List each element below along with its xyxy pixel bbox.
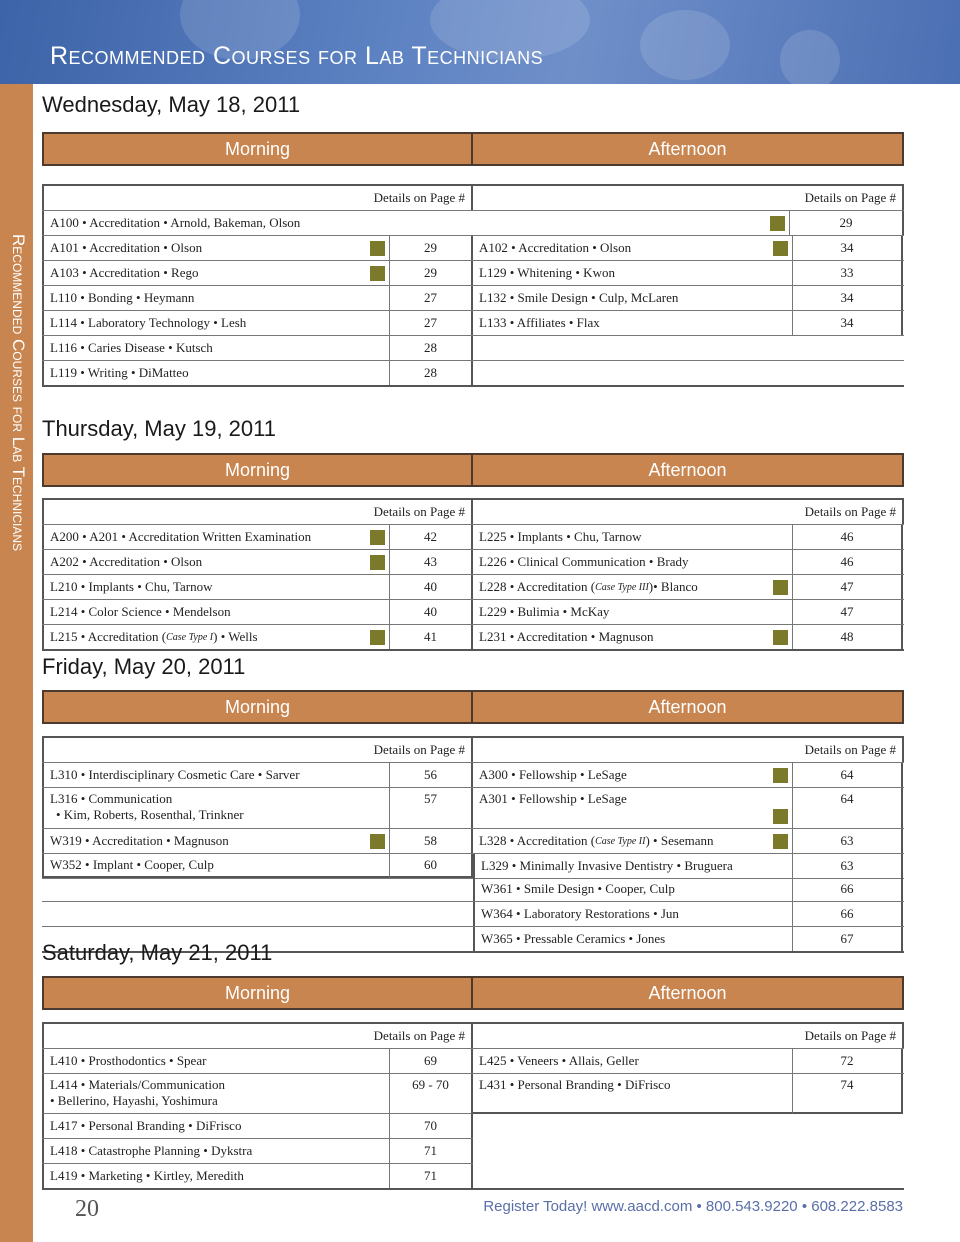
table-row	[42, 1164, 473, 1188]
day-title-saturday: Saturday, May 21, 2011	[42, 940, 273, 965]
details-label: Details on Page #	[42, 500, 473, 524]
course-cell: L129 • Whitening • Kwon	[479, 265, 615, 280]
banner-title: Recommended Courses for Lab Technicians	[50, 42, 544, 70]
page-cell: 47	[792, 575, 903, 599]
course-cell: L119 • Writing • DiMatteo	[42, 361, 366, 385]
page-cell: 40	[389, 575, 473, 599]
page-cell: 63	[792, 854, 903, 878]
page-cell: 27	[389, 286, 473, 310]
course-cell: W352 • Implant • Cooper, Culp	[42, 854, 366, 878]
table-row	[42, 1139, 473, 1164]
afternoon-header: Afternoon	[473, 690, 904, 724]
session-header-saturday	[42, 976, 904, 1010]
page-cell: 60	[389, 854, 473, 878]
page-cell: 69 - 70	[389, 1074, 473, 1114]
page-cell: 47	[792, 600, 903, 624]
course-cell: L228 • Accreditation ( Case Type III )• Blanco	[479, 579, 698, 594]
accreditation-marker	[769, 575, 792, 599]
accreditation-marker	[366, 550, 389, 574]
page-cell: 34	[792, 311, 903, 335]
page-cell: 66	[792, 902, 903, 926]
page-cell: 58	[389, 829, 473, 853]
table-row	[42, 286, 904, 311]
schedule-table-thursday	[42, 498, 904, 651]
table-row	[42, 211, 904, 236]
course-cell: A300 • Fellowship • LeSage	[479, 767, 627, 782]
accreditation-marker	[366, 261, 389, 285]
details-header-row	[42, 500, 904, 525]
course-cell: A102 • Accreditation • Olson	[479, 240, 632, 255]
table-row	[42, 877, 904, 902]
details-label: Details on Page #	[42, 186, 473, 210]
accreditation-marker	[769, 625, 792, 649]
table-row	[42, 788, 904, 829]
page-cell: 29	[389, 236, 473, 260]
table-row	[42, 361, 904, 385]
page-cell: 27	[389, 311, 473, 335]
course-cell: L132 • Smile Design • Culp, McLaren	[479, 290, 679, 305]
details-label: Details on Page #	[42, 738, 473, 762]
course-cell: W361 • Smile Design • Cooper, Culp	[473, 877, 769, 901]
accreditation-marker	[769, 236, 792, 260]
details-header-row	[42, 186, 904, 211]
schedule-table-friday	[42, 736, 904, 953]
course-cell: L225 • Implants • Chu, Tarnow	[479, 529, 642, 544]
page-cell: 41	[389, 625, 473, 649]
table-row	[42, 550, 904, 575]
accreditation-marker	[769, 763, 792, 787]
page-cell: 29	[789, 211, 904, 235]
accreditation-marker	[366, 525, 389, 549]
page-cell: 66	[792, 877, 903, 901]
page-cell: 57	[389, 788, 473, 828]
side-label: Recommended Courses for Lab Technicians	[9, 234, 28, 552]
accreditation-marker	[766, 211, 789, 235]
table-row	[42, 575, 904, 600]
morning-header: Morning	[42, 976, 473, 1010]
details-label: Details on Page #	[473, 500, 904, 524]
schedule-table-saturday	[42, 1022, 904, 1190]
session-header-friday	[42, 690, 904, 724]
page-cell: 74	[792, 1074, 903, 1114]
details-label: Details on Page #	[42, 1024, 473, 1048]
course-cell: A101 • Accreditation • Olson	[42, 236, 366, 260]
course-cell: L431 • Personal Branding • DiFrisco	[473, 1074, 769, 1114]
course-cell: A100 • Accreditation • Arnold, Bakeman, Olson	[42, 211, 766, 235]
course-cell: L114 • Laboratory Technology • Lesh	[42, 311, 366, 335]
day-title-wednesday: Wednesday, May 18, 2011	[42, 92, 301, 117]
course-cell: W365 • Pressable Ceramics • Jones	[473, 927, 769, 951]
table-row	[42, 336, 904, 361]
course-cell: L133 • Affiliates • Flax	[479, 315, 600, 330]
course-cell: L425 • Veneers • Allais, Geller	[479, 1053, 639, 1068]
morning-header: Morning	[42, 132, 473, 166]
schedule-table-wednesday	[42, 184, 904, 387]
table-row	[42, 1114, 473, 1139]
course-cell: L316 • Communication • Kim, Roberts, Rosenthal, Trinkner	[42, 788, 366, 828]
table-row	[42, 311, 904, 336]
page-cell: 34	[792, 236, 903, 260]
course-cell: L231 • Accreditation • Magnuson	[479, 629, 654, 644]
page-cell: 28	[389, 361, 473, 385]
page-cell: 56	[389, 763, 473, 787]
page-cell: 64	[792, 788, 903, 828]
session-header-wednesday	[42, 132, 904, 166]
course-cell: L419 • Marketing • Kirtley, Meredith	[42, 1164, 366, 1188]
details-header-row	[42, 1024, 904, 1049]
page-cell: 46	[792, 525, 903, 549]
page-cell: 71	[389, 1164, 473, 1188]
page-cell: 46	[792, 550, 903, 574]
course-cell: W364 • Laboratory Restorations • Jun	[473, 902, 769, 926]
page-number: 20	[75, 1196, 99, 1222]
afternoon-header: Afternoon	[473, 132, 904, 166]
table-row	[42, 600, 904, 625]
morning-header: Morning	[42, 690, 473, 724]
page-cell: 42	[389, 525, 473, 549]
afternoon-header: Afternoon	[473, 976, 904, 1010]
accreditation-marker	[366, 625, 389, 649]
register-line[interactable]: Register Today! www.aacd.com • 800.543.9220 • 608.222.8583	[483, 1198, 903, 1215]
page-cell: 29	[389, 261, 473, 285]
table-row	[42, 625, 904, 649]
page-cell: 33	[792, 261, 903, 285]
table-row	[42, 829, 904, 854]
page-cell: 70	[389, 1114, 473, 1138]
course-cell: L418 • Catastrophe Planning • Dykstra	[42, 1139, 366, 1163]
table-row	[42, 1049, 904, 1074]
details-header-row	[42, 738, 904, 763]
course-cell: A103 • Accreditation • Rego	[42, 261, 366, 285]
page-cell: 69	[389, 1049, 473, 1073]
page-cell: 40	[389, 600, 473, 624]
page-cell: 63	[792, 829, 903, 853]
course-cell: L210 • Implants • Chu, Tarnow	[42, 575, 366, 599]
details-label: Details on Page #	[473, 738, 904, 762]
session-header-thursday	[42, 453, 904, 487]
course-cell: L116 • Caries Disease • Kutsch	[42, 336, 366, 360]
accreditation-marker	[769, 788, 792, 828]
course-cell: L329 • Minimally Invasive Dentistry • Bruguera	[473, 854, 769, 878]
table-row	[42, 261, 904, 286]
top-banner	[0, 0, 960, 84]
course-cell: L328 • Accreditation ( Case Type II ) • Sesemann	[479, 833, 714, 848]
table-row	[42, 902, 904, 927]
day-title-friday: Friday, May 20, 2011	[42, 654, 246, 679]
table-row	[42, 1074, 904, 1114]
table-row	[42, 763, 904, 788]
course-cell: L215 • Accreditation ( Case Type I ) • Wells	[42, 625, 366, 649]
course-cell: L229 • Bulimia • McKay	[479, 604, 610, 619]
course-cell: A301 • Fellowship • LeSage	[479, 791, 627, 806]
course-cell: A202 • Accreditation • Olson	[42, 550, 366, 574]
table-row	[42, 854, 904, 879]
accreditation-marker	[366, 236, 389, 260]
course-cell: L214 • Color Science • Mendelson	[42, 600, 366, 624]
details-label: Details on Page #	[473, 1024, 904, 1048]
morning-header: Morning	[42, 453, 473, 487]
page-cell: 72	[792, 1049, 903, 1073]
course-cell: L310 • Interdisciplinary Cosmetic Care • Sarver	[42, 763, 366, 787]
page-cell: 43	[389, 550, 473, 574]
course-cell: L414 • Materials/Communication • Bellerino, Hayashi, Yoshimura	[42, 1074, 366, 1114]
afternoon-header: Afternoon	[473, 453, 904, 487]
day-title-thursday: Thursday, May 19, 2011	[42, 416, 276, 441]
details-label: Details on Page #	[473, 186, 904, 210]
table-row	[42, 525, 904, 550]
page-cell: 48	[792, 625, 903, 649]
course-cell: L410 • Prosthodontics • Spear	[42, 1049, 366, 1073]
course-cell: A200 • A201 • Accreditation Written Examination	[42, 525, 366, 549]
page-cell: 28	[389, 336, 473, 360]
course-cell: L226 • Clinical Communication • Brady	[479, 554, 689, 569]
course-cell: W319 • Accreditation • Magnuson	[42, 829, 366, 853]
page-cell: 67	[792, 927, 903, 951]
accreditation-marker	[366, 829, 389, 853]
course-cell: L110 • Bonding • Heymann	[42, 286, 366, 310]
side-strip	[0, 84, 33, 1242]
course-cell: L417 • Personal Branding • DiFrisco	[42, 1114, 366, 1138]
accreditation-marker	[769, 829, 792, 853]
page-cell: 34	[792, 286, 903, 310]
page-cell: 71	[389, 1139, 473, 1163]
table-row	[42, 236, 904, 261]
page-cell: 64	[792, 763, 903, 787]
